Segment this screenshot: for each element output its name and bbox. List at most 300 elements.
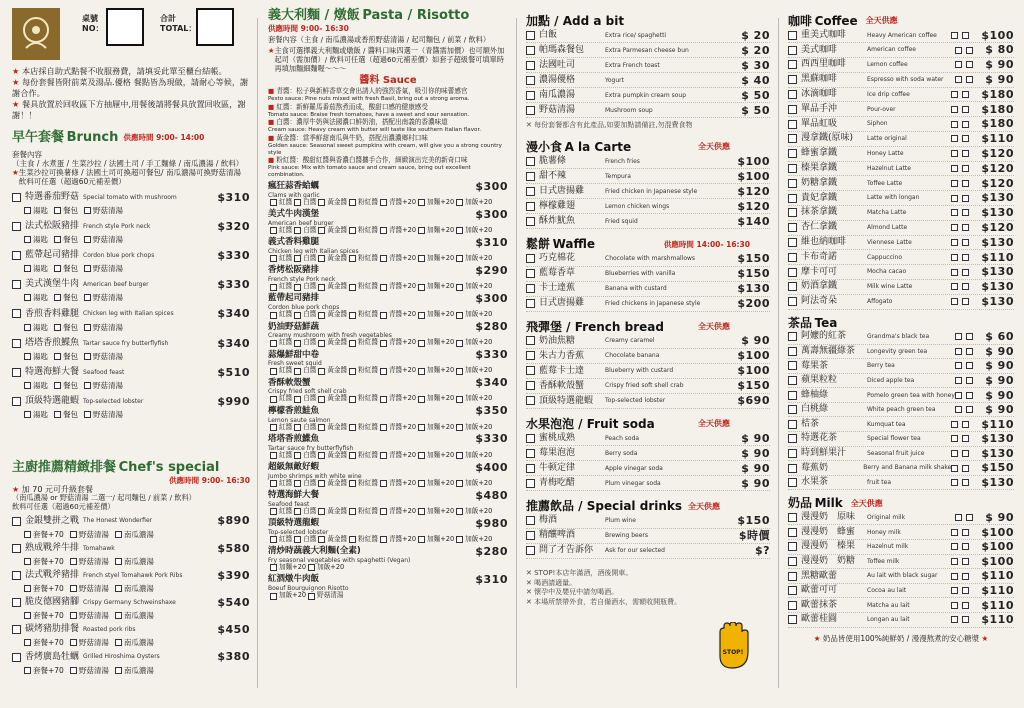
qty-checkbox-hot[interactable]: [951, 121, 958, 128]
option-checkbox[interactable]: [349, 312, 356, 319]
option-checkbox[interactable]: [270, 199, 277, 206]
qty-checkbox-iced[interactable]: [962, 165, 969, 172]
order-checkbox[interactable]: [526, 366, 535, 375]
option-checkbox[interactable]: [294, 452, 301, 459]
qty-checkbox-iced[interactable]: [962, 479, 969, 486]
option-checkbox[interactable]: [349, 255, 356, 262]
qty-checkbox-iced[interactable]: [962, 91, 969, 98]
option-checkbox[interactable]: [54, 411, 61, 418]
option-checkbox[interactable]: [318, 452, 325, 459]
option-checkbox[interactable]: [24, 411, 31, 418]
order-checkbox[interactable]: [788, 149, 797, 158]
option-checkbox[interactable]: [270, 368, 277, 375]
option-checkbox[interactable]: [418, 312, 425, 319]
order-checkbox[interactable]: [788, 253, 797, 262]
order-checkbox[interactable]: [526, 106, 535, 115]
option-checkbox[interactable]: [84, 265, 91, 272]
order-checkbox[interactable]: [526, 464, 535, 473]
option-checkbox[interactable]: [418, 255, 425, 262]
option-checkbox[interactable]: [456, 508, 463, 515]
option-checkbox[interactable]: [270, 452, 277, 459]
option-checkbox[interactable]: [318, 227, 325, 234]
menu-item-row: [12, 366, 250, 379]
option-checkbox[interactable]: [380, 508, 387, 515]
order-checkbox[interactable]: [526, 351, 535, 360]
qty-checkbox-hot[interactable]: [951, 543, 958, 550]
option-checkbox[interactable]: [418, 199, 425, 206]
order-checkbox[interactable]: [788, 513, 797, 522]
option-checkbox[interactable]: [380, 199, 387, 206]
option-checkbox[interactable]: [294, 255, 301, 262]
option-checkbox[interactable]: [318, 424, 325, 431]
option-checkbox[interactable]: [380, 340, 387, 347]
qty-checkbox-iced[interactable]: [962, 224, 969, 231]
qty-checkbox-hot[interactable]: [955, 362, 962, 369]
item-options: [12, 584, 250, 593]
qty-checkbox-hot[interactable]: [955, 76, 962, 83]
option-checkbox[interactable]: [54, 265, 61, 272]
option-checkbox[interactable]: [294, 340, 301, 347]
option-checkbox[interactable]: [24, 667, 31, 674]
order-checkbox[interactable]: [526, 76, 535, 85]
order-checkbox[interactable]: [788, 238, 797, 247]
option-checkbox[interactable]: [418, 424, 425, 431]
option-checkbox[interactable]: [70, 612, 77, 619]
qty-checkbox-hot[interactable]: [951, 150, 958, 157]
qty-checkbox-iced[interactable]: [962, 616, 969, 623]
qty-checkbox-iced[interactable]: [966, 47, 973, 54]
order-checkbox[interactable]: [526, 449, 535, 458]
option-checkbox[interactable]: [418, 227, 425, 234]
option-checkbox[interactable]: [456, 396, 463, 403]
qty-checkbox-iced[interactable]: [962, 254, 969, 261]
order-checkbox[interactable]: [526, 157, 535, 166]
option-checkbox[interactable]: [84, 294, 91, 301]
order-checkbox[interactable]: [526, 91, 535, 100]
option-checkbox[interactable]: [318, 368, 325, 375]
qty-checkbox-iced[interactable]: [962, 543, 969, 550]
option-checkbox[interactable]: [456, 199, 463, 206]
qty-checkbox-hot[interactable]: [951, 239, 958, 246]
qty-checkbox-hot[interactable]: [951, 269, 958, 276]
option-checkbox[interactable]: [456, 340, 463, 347]
option-checkbox[interactable]: [380, 424, 387, 431]
order-checkbox[interactable]: [12, 598, 21, 607]
option-checkbox[interactable]: [380, 255, 387, 262]
option-checkbox[interactable]: [24, 207, 31, 214]
qty-checkbox-iced[interactable]: [962, 121, 969, 128]
table-number-field[interactable]: [106, 8, 144, 46]
option-checkbox[interactable]: [270, 255, 277, 262]
qty-checkbox-iced[interactable]: [962, 209, 969, 216]
option-checkbox[interactable]: [418, 368, 425, 375]
order-checkbox[interactable]: [788, 601, 797, 610]
option-checkbox[interactable]: [318, 255, 325, 262]
option-checkbox[interactable]: [456, 424, 463, 431]
option-checkbox[interactable]: [456, 536, 463, 543]
qty-checkbox-hot[interactable]: [955, 392, 962, 399]
order-checkbox[interactable]: [788, 572, 797, 581]
option-checkbox[interactable]: [24, 558, 31, 565]
order-checkbox[interactable]: [526, 299, 535, 308]
order-checkbox[interactable]: [12, 653, 21, 662]
option-checkbox[interactable]: [24, 353, 31, 360]
option-checkbox[interactable]: [349, 284, 356, 291]
option-checkbox[interactable]: [349, 396, 356, 403]
order-checkbox[interactable]: [526, 516, 535, 525]
order-checkbox[interactable]: [526, 336, 535, 345]
order-checkbox[interactable]: [526, 61, 535, 70]
option-checkbox[interactable]: [294, 312, 301, 319]
order-checkbox[interactable]: [788, 60, 797, 69]
qty-checkbox-iced[interactable]: [966, 76, 973, 83]
qty-checkbox-iced[interactable]: [966, 348, 973, 355]
item-name: 瘋狂蒜香蛤蠣: [268, 181, 320, 192]
qty-checkbox-iced[interactable]: [962, 435, 969, 442]
option-checkbox[interactable]: [380, 368, 387, 375]
option-checkbox[interactable]: [380, 284, 387, 291]
option-checkbox[interactable]: [54, 236, 61, 243]
option-checkbox[interactable]: [24, 265, 31, 272]
option-checkbox[interactable]: [294, 508, 301, 515]
option-checkbox[interactable]: [24, 639, 31, 646]
order-checkbox[interactable]: [526, 187, 535, 196]
order-checkbox[interactable]: [788, 268, 797, 277]
option-checkbox[interactable]: [349, 480, 356, 487]
option-checkbox[interactable]: [270, 424, 277, 431]
option-checkbox[interactable]: [456, 452, 463, 459]
option-checkbox[interactable]: [318, 312, 325, 319]
order-checkbox[interactable]: [526, 284, 535, 293]
qty-checkbox-hot[interactable]: [951, 298, 958, 305]
option-checkbox[interactable]: [24, 531, 31, 538]
order-checkbox[interactable]: [788, 464, 797, 473]
qty-checkbox-hot[interactable]: [951, 529, 958, 536]
qty-checkbox-hot[interactable]: [955, 514, 962, 521]
option-checkbox[interactable]: [270, 340, 277, 347]
order-checkbox[interactable]: [788, 164, 797, 173]
option-checkbox[interactable]: [418, 508, 425, 515]
qty-checkbox-iced[interactable]: [962, 239, 969, 246]
option-checkbox[interactable]: [54, 324, 61, 331]
option-checkbox[interactable]: [418, 480, 425, 487]
qty-checkbox-iced[interactable]: [962, 283, 969, 290]
order-checkbox[interactable]: [12, 309, 21, 318]
option-checkbox[interactable]: [270, 227, 277, 234]
order-checkbox[interactable]: [12, 517, 21, 526]
qty-checkbox-hot[interactable]: [951, 254, 958, 261]
qty-checkbox-iced[interactable]: [966, 333, 973, 340]
qty-checkbox-hot[interactable]: [951, 283, 958, 290]
qty-checkbox-hot[interactable]: [951, 616, 958, 623]
option-checkbox[interactable]: [456, 480, 463, 487]
order-checkbox[interactable]: [12, 193, 21, 202]
option-checkbox[interactable]: [308, 593, 315, 600]
option-checkbox[interactable]: [270, 284, 277, 291]
option-checkbox[interactable]: [115, 667, 122, 674]
option-checkbox[interactable]: [24, 585, 31, 592]
option-checkbox[interactable]: [270, 508, 277, 515]
option-checkbox[interactable]: [349, 340, 356, 347]
order-checkbox[interactable]: [526, 46, 535, 55]
order-checkbox[interactable]: [526, 31, 535, 40]
option-checkbox[interactable]: [380, 396, 387, 403]
option-checkbox[interactable]: [70, 558, 77, 565]
qty-checkbox-hot[interactable]: [951, 450, 958, 457]
option-checkbox[interactable]: [349, 227, 356, 234]
option-checkbox[interactable]: [349, 452, 356, 459]
order-checkbox[interactable]: [12, 339, 21, 348]
option-checkbox[interactable]: [380, 452, 387, 459]
option-checkbox[interactable]: [308, 564, 315, 571]
qty-checkbox-hot[interactable]: [955, 406, 962, 413]
option-checkbox[interactable]: [380, 536, 387, 543]
option-checkbox[interactable]: [380, 480, 387, 487]
option-checkbox[interactable]: [294, 368, 301, 375]
order-checkbox[interactable]: [788, 557, 797, 566]
order-checkbox[interactable]: [788, 361, 797, 370]
qty-checkbox-iced[interactable]: [962, 269, 969, 276]
qty-checkbox-iced[interactable]: [962, 529, 969, 536]
option-checkbox[interactable]: [270, 564, 277, 571]
option-checkbox[interactable]: [270, 536, 277, 543]
qty-checkbox-hot[interactable]: [951, 587, 958, 594]
order-checkbox[interactable]: [526, 531, 535, 540]
order-checkbox[interactable]: [788, 105, 797, 114]
option-checkbox[interactable]: [84, 236, 91, 243]
option-checkbox[interactable]: [318, 396, 325, 403]
order-checkbox[interactable]: [788, 75, 797, 84]
option-checkbox[interactable]: [318, 284, 325, 291]
option-checkbox[interactable]: [70, 639, 77, 646]
qty-checkbox-iced[interactable]: [962, 32, 969, 39]
order-checkbox[interactable]: [788, 542, 797, 551]
order-checkbox[interactable]: [788, 586, 797, 595]
option-checkbox[interactable]: [380, 227, 387, 234]
qty-checkbox-iced[interactable]: [962, 150, 969, 157]
option-checkbox[interactable]: [115, 558, 122, 565]
option-checkbox[interactable]: [84, 411, 91, 418]
qty-checkbox-iced[interactable]: [962, 195, 969, 202]
qty-checkbox-hot[interactable]: [951, 421, 958, 428]
option-checkbox[interactable]: [456, 255, 463, 262]
option-checkbox[interactable]: [318, 199, 325, 206]
option-checkbox[interactable]: [456, 284, 463, 291]
order-checkbox[interactable]: [788, 391, 797, 400]
qty-checkbox-hot[interactable]: [955, 61, 962, 68]
option-checkbox[interactable]: [294, 284, 301, 291]
order-checkbox[interactable]: [788, 46, 797, 55]
order-checkbox[interactable]: [788, 449, 797, 458]
order-checkbox[interactable]: [788, 134, 797, 143]
qty-checkbox-iced[interactable]: [962, 450, 969, 457]
option-checkbox[interactable]: [270, 396, 277, 403]
order-checkbox[interactable]: [788, 528, 797, 537]
qty-checkbox-iced[interactable]: [962, 180, 969, 187]
option-checkbox[interactable]: [115, 585, 122, 592]
qty-checkbox-hot[interactable]: [951, 180, 958, 187]
option-checkbox[interactable]: [294, 536, 301, 543]
option-checkbox[interactable]: [318, 508, 325, 515]
order-checkbox[interactable]: [788, 282, 797, 291]
order-checkbox[interactable]: [788, 420, 797, 429]
option-checkbox[interactable]: [84, 207, 91, 214]
qty-checkbox-iced[interactable]: [966, 392, 973, 399]
qty-checkbox-iced[interactable]: [962, 587, 969, 594]
option-checkbox[interactable]: [115, 639, 122, 646]
option-checkbox[interactable]: [70, 585, 77, 592]
order-checkbox[interactable]: [788, 615, 797, 624]
order-checkbox[interactable]: [788, 478, 797, 487]
qty-checkbox-hot[interactable]: [951, 135, 958, 142]
qty-checkbox-hot[interactable]: [955, 377, 962, 384]
order-checkbox[interactable]: [788, 120, 797, 129]
qty-checkbox-iced[interactable]: [962, 602, 969, 609]
option-checkbox[interactable]: [418, 536, 425, 543]
qty-checkbox-hot[interactable]: [955, 47, 962, 54]
order-checkbox[interactable]: [788, 405, 797, 414]
order-checkbox[interactable]: [12, 251, 21, 260]
option-checkbox[interactable]: [349, 199, 356, 206]
qty-checkbox-hot[interactable]: [951, 106, 958, 113]
order-checkbox[interactable]: [526, 546, 535, 555]
qty-checkbox-hot[interactable]: [951, 32, 958, 39]
option-checkbox[interactable]: [456, 368, 463, 375]
qty-checkbox-hot[interactable]: [951, 465, 958, 472]
order-checkbox[interactable]: [12, 544, 21, 553]
order-checkbox[interactable]: [526, 202, 535, 211]
option-checkbox[interactable]: [418, 284, 425, 291]
option-checkbox[interactable]: [270, 312, 277, 319]
option-checkbox[interactable]: [318, 340, 325, 347]
option-checkbox[interactable]: [294, 199, 301, 206]
qty-checkbox-iced[interactable]: [962, 573, 969, 580]
option-checkbox[interactable]: [54, 382, 61, 389]
option-checkbox[interactable]: [294, 424, 301, 431]
option-checkbox[interactable]: [270, 480, 277, 487]
option-checkbox[interactable]: [84, 324, 91, 331]
qty-checkbox-iced[interactable]: [966, 514, 973, 521]
option-checkbox[interactable]: [318, 480, 325, 487]
order-checkbox[interactable]: [788, 223, 797, 232]
option-checkbox[interactable]: [24, 294, 31, 301]
order-checkbox[interactable]: [788, 434, 797, 443]
option-checkbox[interactable]: [270, 593, 277, 600]
option-checkbox[interactable]: [24, 236, 31, 243]
qty-checkbox-hot[interactable]: [951, 209, 958, 216]
order-checkbox[interactable]: [526, 217, 535, 226]
qty-checkbox-hot[interactable]: [951, 435, 958, 442]
option-checkbox[interactable]: [418, 452, 425, 459]
option-checkbox[interactable]: [349, 368, 356, 375]
qty-checkbox-iced[interactable]: [962, 558, 969, 565]
qty-checkbox-iced[interactable]: [962, 465, 969, 472]
order-checkbox[interactable]: [12, 222, 21, 231]
option-checkbox[interactable]: [24, 324, 31, 331]
option-checkbox[interactable]: [418, 396, 425, 403]
order-checkbox[interactable]: [12, 280, 21, 289]
qty-checkbox-hot[interactable]: [951, 224, 958, 231]
qty-checkbox-iced[interactable]: [962, 106, 969, 113]
order-checkbox[interactable]: [788, 179, 797, 188]
item-name: 卡布奇諾: [801, 251, 838, 262]
qty-checkbox-iced[interactable]: [962, 421, 969, 428]
order-checkbox[interactable]: [12, 397, 21, 406]
order-checkbox[interactable]: [526, 254, 535, 263]
option-checkbox[interactable]: [54, 294, 61, 301]
qty-checkbox-hot[interactable]: [951, 573, 958, 580]
option-checkbox[interactable]: [24, 382, 31, 389]
qty-checkbox-iced[interactable]: [962, 298, 969, 305]
order-checkbox[interactable]: [12, 571, 21, 580]
order-checkbox[interactable]: [12, 625, 21, 634]
option-label: 白醬: [303, 394, 317, 403]
qty-checkbox-iced[interactable]: [966, 406, 973, 413]
option-checkbox[interactable]: [70, 531, 77, 538]
option-checkbox[interactable]: [70, 667, 77, 674]
qty-checkbox-hot[interactable]: [955, 348, 962, 355]
option-checkbox[interactable]: [456, 312, 463, 319]
order-checkbox[interactable]: [12, 368, 21, 377]
order-checkbox[interactable]: [526, 172, 535, 181]
option-checkbox[interactable]: [349, 424, 356, 431]
order-checkbox[interactable]: [788, 297, 797, 306]
order-checkbox[interactable]: [788, 376, 797, 385]
qty-checkbox-hot[interactable]: [955, 333, 962, 340]
option-checkbox[interactable]: [24, 612, 31, 619]
qty-checkbox-iced[interactable]: [966, 362, 973, 369]
option-checkbox[interactable]: [115, 531, 122, 538]
order-checkbox[interactable]: [788, 90, 797, 99]
option-checkbox[interactable]: [349, 536, 356, 543]
order-checkbox[interactable]: [788, 31, 797, 40]
order-checkbox[interactable]: [526, 396, 535, 405]
qty-checkbox-hot[interactable]: [951, 195, 958, 202]
option-checkbox[interactable]: [456, 227, 463, 234]
option-checkbox[interactable]: [294, 396, 301, 403]
qty-checkbox-iced[interactable]: [966, 377, 973, 384]
order-checkbox[interactable]: [788, 347, 797, 356]
option-checkbox[interactable]: [380, 312, 387, 319]
qty-checkbox-hot[interactable]: [951, 602, 958, 609]
option-checkbox[interactable]: [349, 508, 356, 515]
order-checkbox[interactable]: [526, 479, 535, 488]
order-checkbox[interactable]: [788, 332, 797, 341]
option-checkbox[interactable]: [318, 536, 325, 543]
qty-checkbox-hot[interactable]: [951, 479, 958, 486]
order-checkbox[interactable]: [788, 194, 797, 203]
qty-checkbox-hot[interactable]: [951, 91, 958, 98]
option-checkbox[interactable]: [418, 340, 425, 347]
option-checkbox[interactable]: [84, 382, 91, 389]
order-checkbox[interactable]: [526, 269, 535, 278]
option-checkbox[interactable]: [294, 227, 301, 234]
order-checkbox[interactable]: [526, 434, 535, 443]
option-checkbox[interactable]: [84, 353, 91, 360]
qty-checkbox-iced[interactable]: [962, 135, 969, 142]
option-checkbox[interactable]: [115, 612, 122, 619]
order-checkbox[interactable]: [788, 208, 797, 217]
order-checkbox[interactable]: [526, 381, 535, 390]
qty-checkbox-iced[interactable]: [966, 61, 973, 68]
qty-checkbox-hot[interactable]: [951, 558, 958, 565]
qty-checkbox-hot[interactable]: [951, 165, 958, 172]
item-name: 歐蕾可可: [801, 585, 838, 596]
option-checkbox[interactable]: [54, 353, 61, 360]
total-field[interactable]: [196, 8, 234, 46]
option-checkbox[interactable]: [294, 480, 301, 487]
option-checkbox[interactable]: [54, 207, 61, 214]
